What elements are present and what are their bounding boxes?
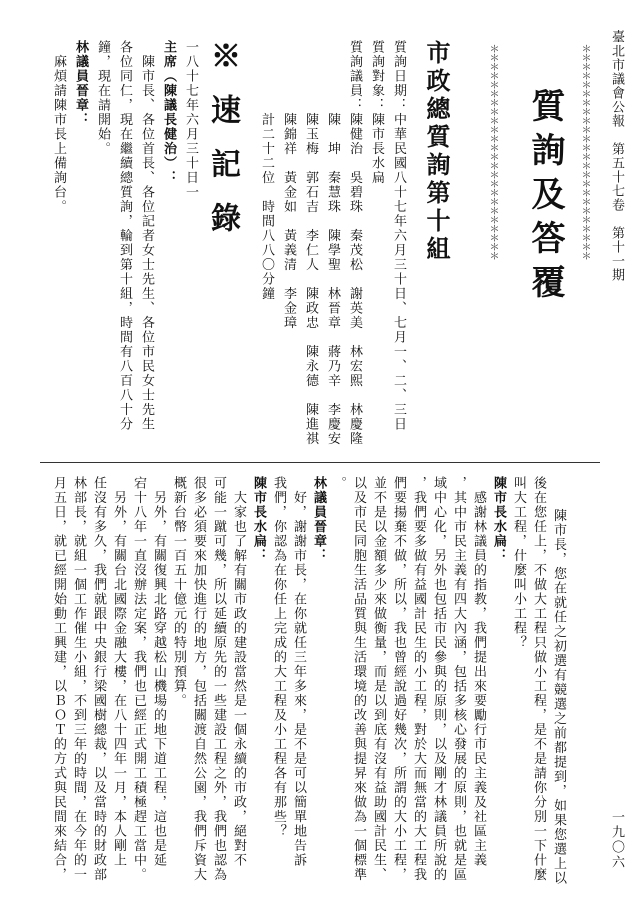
text-line: 。 <box>331 476 346 491</box>
text-line: 另外，有關台北國際金融大樓，在八十四年一月，本人剛上 <box>111 476 126 868</box>
text-line: 並不是以金額多少來做衡量，而是以到底有沒有益助國計民生、 <box>371 476 386 882</box>
text-line: 以及市民同胞生活品質與生活環境的改善與提昇來做為一個標準 <box>351 476 366 882</box>
info-line: 陳錦祥 黃金如 黃義清 李金璋 <box>281 40 296 330</box>
text-line: 各位同仁，現在繼續總質詢，輪到第十組，時間有八百八十分 <box>117 40 132 432</box>
text-line: ，我們要多做有益國計民生的小工程，對於大而無當的大工程我 <box>411 476 426 882</box>
text-line: 概新台幣一百五十億元的特別預算。 <box>171 476 186 708</box>
text-line: 月五日，就已經開始動工興建，以ＢＯＴ的方式與民間來結合， <box>51 476 66 882</box>
text-line: 可能一蹴可幾，所以延續原先的一些建設工程之外，我們也認為 <box>211 476 226 882</box>
page-title: 質詢及答覆 <box>525 88 565 308</box>
speaker-label: 林議員晉章： <box>311 476 326 563</box>
speaker-label: 陳市長水扁： <box>251 476 266 563</box>
text-line: 叫大工程，什麼叫小工程？ <box>511 476 526 650</box>
text-line: 我們，你認為在你任上完成的大工程及小工程各有那些？ <box>271 476 286 839</box>
info-line: 陳 坤 秦慧珠 陳學聖 林晉章 蔣乃辛 李慶安 <box>325 40 340 446</box>
page-number: 一九〇六 <box>609 810 624 870</box>
text-line: ，其中市民主義有四大內涵，包括多核心發展的原則，也就是區 <box>451 476 466 882</box>
section-subtitle: 市政總質詢第十組 <box>422 40 451 264</box>
text-line: 鐘，現在請開始。 <box>95 40 110 156</box>
star-border-left: ＊＊＊＊＊＊＊＊＊＊＊＊＊＊＊＊＊＊＊＊＊＊＊＊ <box>487 44 498 260</box>
text-line: 大家也了解有關市政的建設當然是一個永續的市政，絕對不 <box>231 476 246 868</box>
info-line: 質詢議員：陳健治 吳碧珠 秦茂松 謝英美 林宏熙 林慶隆 <box>347 40 362 446</box>
text-line: 域中心化，另外也包括市民參與的原則，以及剛才林議員所說的 <box>431 476 446 882</box>
text-line: 林部長，就組一個工作催生小組，不到三年的時間，在今年的一 <box>71 476 86 882</box>
info-line: 質詢對象：陳市長水扁 <box>369 40 384 185</box>
journal-header: 臺北市議會公報 第五十七卷 第十一期 <box>609 30 624 282</box>
text-line: 們要揚棄不做，所以，我也曾經說過好幾次，所謂的大小工程， <box>391 476 406 882</box>
section-divider <box>40 462 600 463</box>
text-line: 陳市長、各位首長、各位記者女士先生、各位市民女士先生 <box>139 40 154 432</box>
speaker-label: 主席（陳議長健治）： <box>161 40 176 185</box>
text-line: 陳市長，您在就任之初選有競選之前都提到，如果您選上以 <box>551 494 566 886</box>
speaker-label: 陳市長水扁： <box>491 476 506 563</box>
text-line: 宕十八年一直沒辦法定案，我們也已經正式開工積極趕工當中。 <box>131 476 146 882</box>
info-line: 陳玉梅 郭石吉 李仁人 陳政忠 陳永德 陳進祺 <box>303 40 318 446</box>
info-line: 質詢日期：中華民國八十七年六月三十日、七月一、二、三日 <box>391 40 406 432</box>
star-border-right: ＊＊＊＊＊＊＊＊＊＊＊＊＊＊＊＊＊＊＊＊＊＊＊＊ <box>579 44 590 260</box>
info-line: 計二十二位 時間八八〇分鐘 <box>259 40 274 301</box>
text-line: 好，謝謝市長，在你就任三年多來，是不是可以簡單地告訴 <box>291 476 306 868</box>
text-line: 另外，有關復興北路穿越松山機場的地下道工程，這也是延 <box>151 476 166 868</box>
text-line: 麻煩請陳市長上備詢台。 <box>51 40 66 214</box>
text-line: 感謝林議員的指教，我們提出來要勵行市民主義及社區主義 <box>471 476 486 868</box>
speaker-label: 林議員晉章： <box>73 40 88 127</box>
stenograph-heading: ※速記錄 <box>205 40 240 256</box>
date-line: 一八十七年六月三十日一 <box>183 40 198 200</box>
text-line: 後在您任上，不做大工程只做小工程，是不是請你分別一下什麼 <box>531 476 546 882</box>
text-line: 任沒有多久，我們就跟中央銀行梁國樹總裁，以及當時的財政部 <box>91 476 106 882</box>
text-line: 很多必須要來加快進行的地方，包括關渡自然公園，我們斥資大 <box>191 476 206 882</box>
